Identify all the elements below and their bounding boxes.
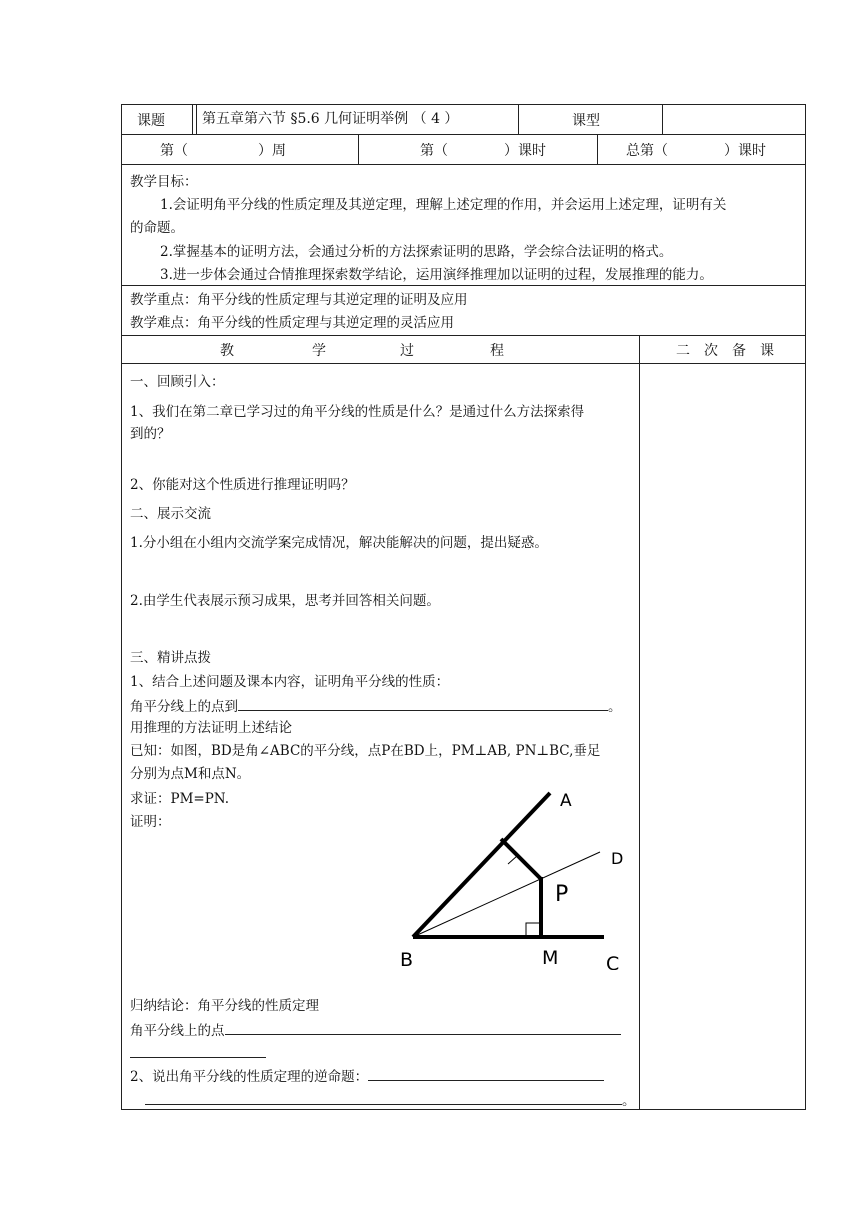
prove-line: 求证：PM=PN. — [130, 791, 230, 807]
table-border-top — [121, 104, 806, 105]
section-2-title: 二、展示交流 — [130, 506, 211, 522]
proof-line: 证明： — [130, 814, 171, 830]
objective-2: 2.掌握基本的证明方法，会通过分析的方法探索证明的思路，学会综合法证明的格式。 — [160, 244, 673, 260]
section-1-title: 一、回顾引入： — [130, 374, 225, 390]
teaching-focus: 教学重点：角平分线的性质定理与其逆定理的证明及应用 — [130, 292, 468, 308]
fill-line-4: 。 — [145, 1090, 636, 1110]
label-a: A — [560, 791, 572, 811]
objective-1b: 的命题。 — [130, 220, 184, 236]
section-3-title: 三、精讲点拨 — [130, 650, 211, 666]
col-divider — [358, 134, 359, 164]
table-border-right — [805, 104, 806, 1110]
col-divider — [662, 104, 663, 134]
process-header-char: 学 — [312, 343, 326, 359]
given-line-2: 分别为点M和点N。 — [130, 766, 251, 782]
section-3-item-1: 1、结合上述问题及课本内容，证明角平分线的性质： — [130, 674, 450, 690]
teaching-difficulty: 教学难点：角平分线的性质定理与其逆定理的灵活应用 — [130, 315, 454, 331]
right-angle-mark — [526, 923, 540, 937]
objective-1a: 1.会证明角平分线的性质定理及其逆定理，理解上述定理的作用，并会运用上述定理，证明有关 — [160, 197, 727, 213]
given-line-1: 已知：如图，BD是角∠ABC的平分线，点P在BD上，PM⊥AB, PN⊥BC,垂足 — [130, 743, 601, 759]
type-label: 课型 — [572, 113, 600, 129]
section-1-q2: 2、你能对这个性质进行推理证明吗？ — [130, 477, 355, 493]
col-divider — [192, 104, 193, 134]
section-2-item-2: 2.由学生代表展示预习成果，思考并回答相关问题。 — [130, 593, 440, 609]
section-1-q1: 1、我们在第二章已学习过的角平分线的性质是什么？是通过什么方法探索得 — [130, 404, 585, 420]
blank-line[interactable] — [145, 1090, 622, 1105]
blank-line[interactable] — [225, 1020, 621, 1035]
section-1-q1-cont: 到的？ — [130, 426, 171, 442]
total-period-field: 总第（ ）课时 — [626, 143, 766, 159]
objective-3: 3.进一步体会通过合情推理探索数学结论，运用演绎推理加以证明的过程，发展推理的能力。 — [160, 267, 713, 283]
section-2-item-1: 1.分小组在小组内交流学案完成情况，解决能解决的问题，提出疑惑。 — [130, 535, 548, 551]
topic-value: 第五章第六节 §5.6 几何证明举例 （ 4 ） — [202, 111, 459, 127]
blank-line-cont[interactable] — [130, 1057, 266, 1058]
col-divider — [597, 134, 598, 164]
col-divider — [518, 104, 519, 134]
process-header-char: 过 — [400, 343, 414, 359]
week-field: 第（ ）周 — [160, 143, 286, 159]
label-d: D — [611, 849, 624, 868]
fill-line-1: 角平分线上的点到 。 — [130, 696, 622, 716]
blank-line[interactable] — [368, 1066, 604, 1081]
col-divider-prep — [639, 335, 640, 1109]
col-divider — [196, 104, 197, 134]
row-divider — [121, 164, 806, 165]
method-line: 用推理的方法证明上述结论 — [130, 720, 292, 736]
prep-header: 二 次 备 课 — [676, 343, 774, 359]
row-divider — [121, 285, 806, 286]
fill-line-2: 角平分线上的点 — [130, 1020, 621, 1040]
label-c: C — [606, 953, 620, 970]
angle-bisector-figure — [380, 780, 640, 970]
blank-line[interactable] — [238, 696, 608, 711]
fill-line-3: 2、说出角平分线的性质定理的逆命题： — [130, 1066, 604, 1086]
segment-pn — [501, 839, 541, 879]
process-header-char: 程 — [490, 343, 504, 359]
row-divider — [121, 363, 806, 364]
topic-label: 课题 — [137, 113, 165, 129]
bisector-bd — [413, 852, 600, 937]
conclusion-title: 归纳结论：角平分线的性质定理 — [130, 998, 319, 1014]
label-b: B — [400, 949, 414, 970]
table-border-left — [121, 104, 122, 1110]
process-header-char: 教 — [220, 343, 234, 359]
row-divider — [121, 335, 806, 336]
label-m: M — [542, 947, 559, 969]
objectives-title: 教学目标： — [130, 174, 198, 190]
label-p: P — [555, 882, 569, 907]
period-field: 第（ ）课时 — [420, 143, 546, 159]
row-divider — [121, 134, 806, 135]
